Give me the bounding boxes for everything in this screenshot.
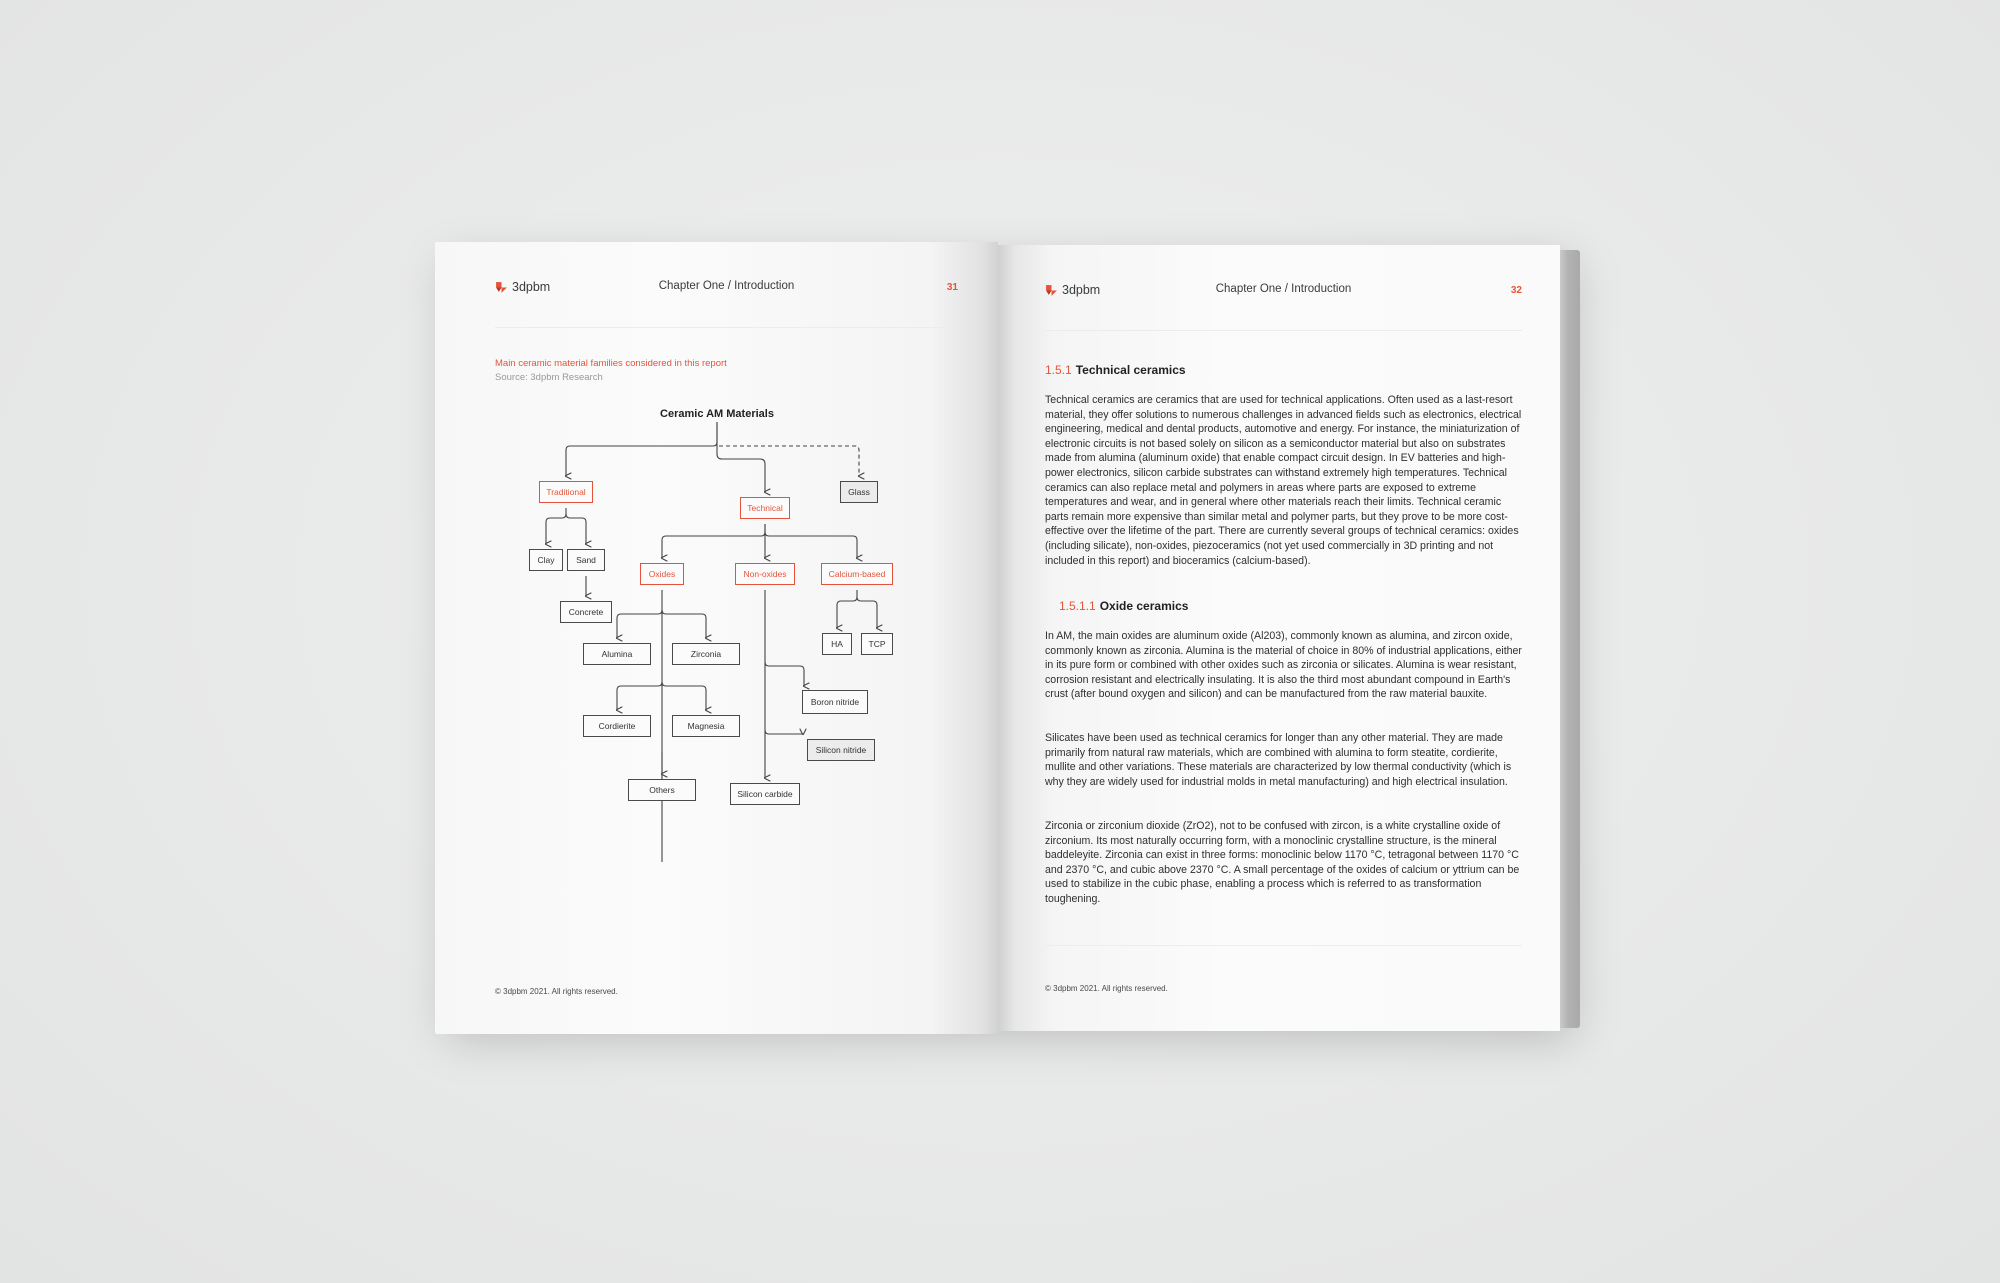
materials-tree-diagram — [485, 402, 915, 862]
body-text: Zirconia or zirconium dioxide (ZrO2), not to be confused with zircon, is a white crystalline oxide of zirconium. Its most naturally occurring form, with a monoclinic crystalline structure, is the mineral baddeleyite. Zirconia can exist in three forms: monoclinic below 1170 °C, tetragonal between 1170 °C and 2370 °C, and cubic above 2370 °C. A small percentage of the oxides of calcium or yttrium can be used to stabilize in the cubic phase, enabling a process which is referred to as transformation toughening. — [1045, 820, 1520, 905]
caption-title: Main ceramic material families considered in this report — [495, 358, 727, 369]
node-alumina: Alumina — [583, 643, 651, 665]
body-text: Silicates have been used as technical ceramics for longer than any other material. They are made primarily from natural raw materials, which are combined with alumina to form steatite, cordierite, mullite and other variations. These materials are characterized by low thermal conductivity (which is why they are widely used for industrial molds in metal manufacturing) and high electrical insulation. — [1045, 732, 1512, 788]
node-calcium-based: Calcium-based — [821, 563, 893, 585]
node-zirconia: Zirconia — [672, 643, 740, 665]
paragraph-silicates — [1045, 731, 1522, 789]
chapter-title: Chapter One / Introduction — [1215, 283, 1352, 295]
node-cordierite: Cordierite — [583, 715, 651, 737]
node-technical: Technical — [740, 497, 790, 519]
node-silicon-nitride: Silicon nitride — [807, 739, 875, 761]
brand-name: 3dpbm — [1062, 283, 1101, 297]
brand-name: 3dpbm — [512, 280, 551, 294]
body-text: Technical ceramics are ceramics that are used for technical applications. Often used as a last-resort material, they offer solutions to numerous challenges in advanced fields such as electronics, electrical engineering, medical and dental products, automotive and energy. For instance, the miniaturization of electronic circuits is not based solely on silicon as a semiconductor material but also on substrates made from alumina (aluminum oxide) that enable compact circuit design. In EV batteries and high-power electronics, silicon carbide substrates can withstand extremely high temperatures. Technical ceramics can also replace metal and polymers in areas where parts are exposed to extreme temperatures and wear, and in general where other materials reach their limits. Technical ceramic parts remain more expensive than similar metal and polymer parts, but they prove to be more cost-effective over the lifetime of the part. There are currently several groups of technical ceramics: oxides (including silicate), non-oxides, piezoceramics (not yet used commercially in 3D printing and not included in this report) and bioceramics (calcium-based). — [1045, 394, 1522, 567]
section-number: 1.5.1.1 — [1059, 599, 1096, 613]
node-glass: Glass — [840, 481, 878, 503]
node-ceramic-am-materials: Ceramic AM Materials — [660, 408, 774, 420]
node-concrete: Concrete — [560, 601, 612, 623]
page-number: 32 — [1510, 285, 1522, 296]
caption-source: Source: 3dpbm Research — [495, 372, 603, 383]
body-text: In AM, the main oxides are aluminum oxide (Al203), commonly known as alumina, and zircon oxide, commonly known as zirconia. Alumina is the material of choice in 80% of industrial applications, either in its pure form or combined with other oxides such as zirconia or silicates. Alumina is wear resistant, corrosion resistant and electrically insulating. It is also the third most abundant compound in Earth's crust (after bound oxygen and silicon) and can be manufactured from the raw material bauxite. — [1045, 630, 1522, 701]
tree-connectors — [485, 402, 915, 862]
section-title: Technical ceramics — [1075, 363, 1186, 377]
right-page-footer: © 3dpbm 2021. All rights reserved. — [1045, 984, 1168, 993]
section-number: 1.5.1 — [1045, 363, 1072, 377]
node-boron-nitride: Boron nitride — [802, 690, 868, 714]
header-rule — [1045, 330, 1522, 331]
paragraph-oxides — [1045, 629, 1522, 702]
chapter-title: Chapter One / Introduction — [658, 280, 795, 292]
section-title: Oxide ceramics — [1099, 599, 1189, 613]
node-oxides: Oxides — [640, 563, 684, 585]
figure-caption — [495, 357, 727, 385]
right-page-header — [1045, 283, 1522, 303]
node-magnesia: Magnesia — [672, 715, 740, 737]
paragraph-technical-ceramics — [1045, 393, 1522, 568]
paragraph-zirconia — [1045, 819, 1522, 907]
section-heading-oxide-ceramics — [1059, 599, 1188, 613]
page-stack-edge — [1560, 250, 1580, 1028]
left-page-header — [495, 280, 958, 300]
node-ha: HA — [822, 633, 852, 655]
left-page — [435, 242, 998, 1034]
left-page-footer: © 3dpbm 2021. All rights reserved. — [495, 987, 618, 996]
node-sand: Sand — [567, 549, 605, 571]
node-silicon-carbide: Silicon carbide — [730, 783, 800, 805]
node-non-oxides: Non-oxides — [735, 563, 795, 585]
node-clay: Clay — [529, 549, 563, 571]
page-number: 31 — [946, 282, 958, 293]
node-tcp: TCP — [861, 633, 893, 655]
node-traditional: Traditional — [539, 481, 593, 503]
section-heading-technical-ceramics — [1045, 363, 1186, 377]
header-rule — [495, 327, 958, 328]
right-page — [998, 245, 1560, 1031]
node-others: Others — [628, 779, 696, 801]
footer-rule — [1045, 945, 1522, 946]
